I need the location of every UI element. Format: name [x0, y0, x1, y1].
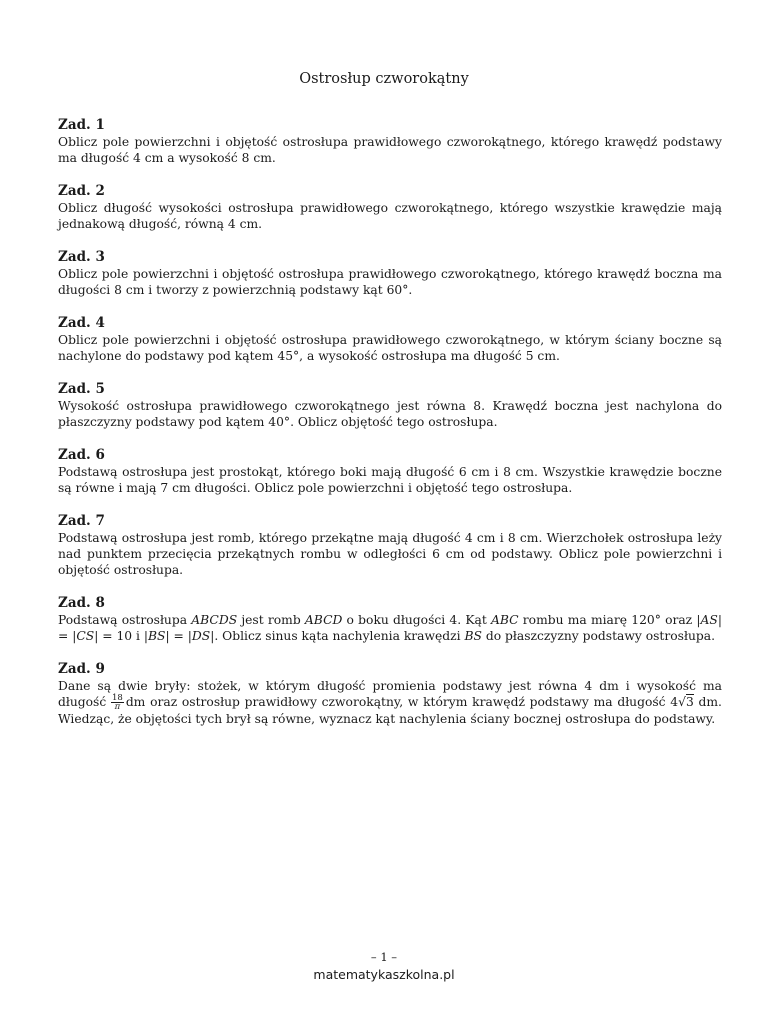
text-segment: rombu ma miarę 120° oraz |: [518, 613, 701, 627]
problem-text: Podstawą ostrosłupa jest romb, którego przekątne mają długość 4 cm i 8 cm. Wierzchołek ostrosłupa leży nad punktem przecięcia przekątnych rombu w odległości 6 cm od podstawy. Oblicz pole powierzchni i objętość ostrosłupa.: [58, 531, 722, 577]
problem-heading: Zad. 8: [58, 595, 105, 611]
page-title: Ostrosłup czworokątny: [299, 71, 469, 87]
problem-heading: Zad. 9: [58, 661, 105, 677]
fraction-numerator: 18: [111, 693, 123, 703]
text-segment: dm. Wiedząc, że objętości tych brył są równe, wyznacz kąt nachylenia ściany bocznej ostrosłupa do podstawy.: [58, 695, 722, 726]
problem-text: Oblicz pole powierzchni i objętość ostrosłupa prawidłowego czworokątnego, którego krawędź boczna ma długości 8 cm i tworzy z powierzchnią podstawy kąt 60°.: [58, 267, 722, 297]
math-symbol: ABCDS: [191, 613, 238, 627]
problem-heading: Zad. 5: [58, 381, 105, 397]
fraction: [111, 694, 124, 711]
problem-heading: Zad. 1: [58, 117, 105, 133]
problem-heading: Zad. 3: [58, 249, 105, 265]
text-segment: | = |: [58, 613, 722, 643]
problem-text: [58, 678, 722, 727]
text-segment: Dane są dwie bryły: stożek, w którym długość promienia podstawy jest równa 4 dm i wysokość ma długość: [58, 679, 722, 709]
problem-9: [58, 660, 722, 727]
problem-heading: Zad. 7: [58, 513, 105, 529]
problem-6: [58, 446, 722, 496]
square-root: [678, 694, 694, 709]
problem-text: Oblicz pole powierzchni i objętość ostrosłupa prawidłowego czworokątnego, którego krawędź podstawy ma długość 4 cm a wysokość 8 cm.: [58, 135, 722, 165]
text-segment: o boku długości 4. Kąt: [342, 613, 492, 627]
math-symbol: CS: [76, 629, 95, 643]
problem-1: [58, 116, 722, 166]
footer-site-name: matematykaszkolna.pl: [313, 967, 455, 982]
math-symbol: AS: [700, 613, 718, 627]
radicand: 3: [685, 695, 694, 709]
radical-sign: √: [678, 695, 686, 709]
problem-text: Oblicz pole powierzchni i objętość ostrosłupa prawidłowego czworokątnego, w którym ściany boczne są nachylone do podstawy pod kątem 45°, a wysokość ostrosłupa ma długość 5 cm.: [58, 333, 722, 363]
math-symbol: DS: [191, 629, 211, 643]
text-segment: jest romb: [237, 613, 305, 627]
problem-text: Podstawą ostrosłupa jest prostokąt, którego boki mają długość 6 cm i 8 cm. Wszystkie krawędzie boczne są równe i mają 7 cm długości. Oblicz pole powierzchni i objętość tego ostrosłupa.: [58, 465, 722, 495]
text-segment: |. Oblicz sinus kąta nachylenia krawędzi: [210, 629, 465, 643]
text-segment: dm oraz ostrosłup prawidłowy czworokątny, w którym krawędź podstawy ma długość 4: [125, 695, 679, 709]
problem-3: [58, 248, 722, 298]
text-segment: | = 10 i |: [94, 629, 149, 643]
problem-text: Oblicz długość wysokości ostrosłupa prawidłowego czworokątnego, którego wszystkie krawędzie mają jednakową długość, równą 4 cm.: [58, 201, 722, 231]
problem-list: [58, 116, 722, 743]
text-segment: | = |: [165, 629, 192, 643]
problem-4: [58, 314, 722, 364]
problem-8: [58, 594, 722, 644]
math-symbol: BS: [148, 629, 166, 643]
problem-heading: Zad. 6: [58, 447, 105, 463]
problem-text: [58, 612, 722, 644]
problem-5: [58, 380, 722, 430]
math-symbol: ABC: [491, 613, 519, 627]
text-segment: do płaszczyzny podstawy ostrosłupa.: [481, 629, 715, 643]
problem-heading: Zad. 4: [58, 315, 105, 331]
fraction-denominator: π: [114, 702, 121, 712]
problem-7: [58, 512, 722, 578]
text-segment: Podstawą ostrosłupa: [58, 613, 192, 627]
problem-text: Wysokość ostrosłupa prawidłowego czworokątnego jest równa 8. Krawędź boczna jest nachylona do płaszczyzny podstawy pod kątem 40°. Oblicz objętość tego ostrosłupa.: [58, 399, 722, 429]
math-symbol: BS: [464, 629, 482, 643]
problem-2: [58, 182, 722, 232]
problem-heading: Zad. 2: [58, 183, 105, 199]
math-symbol: ABCD: [304, 613, 343, 627]
page-number: – 1 –: [370, 950, 398, 964]
